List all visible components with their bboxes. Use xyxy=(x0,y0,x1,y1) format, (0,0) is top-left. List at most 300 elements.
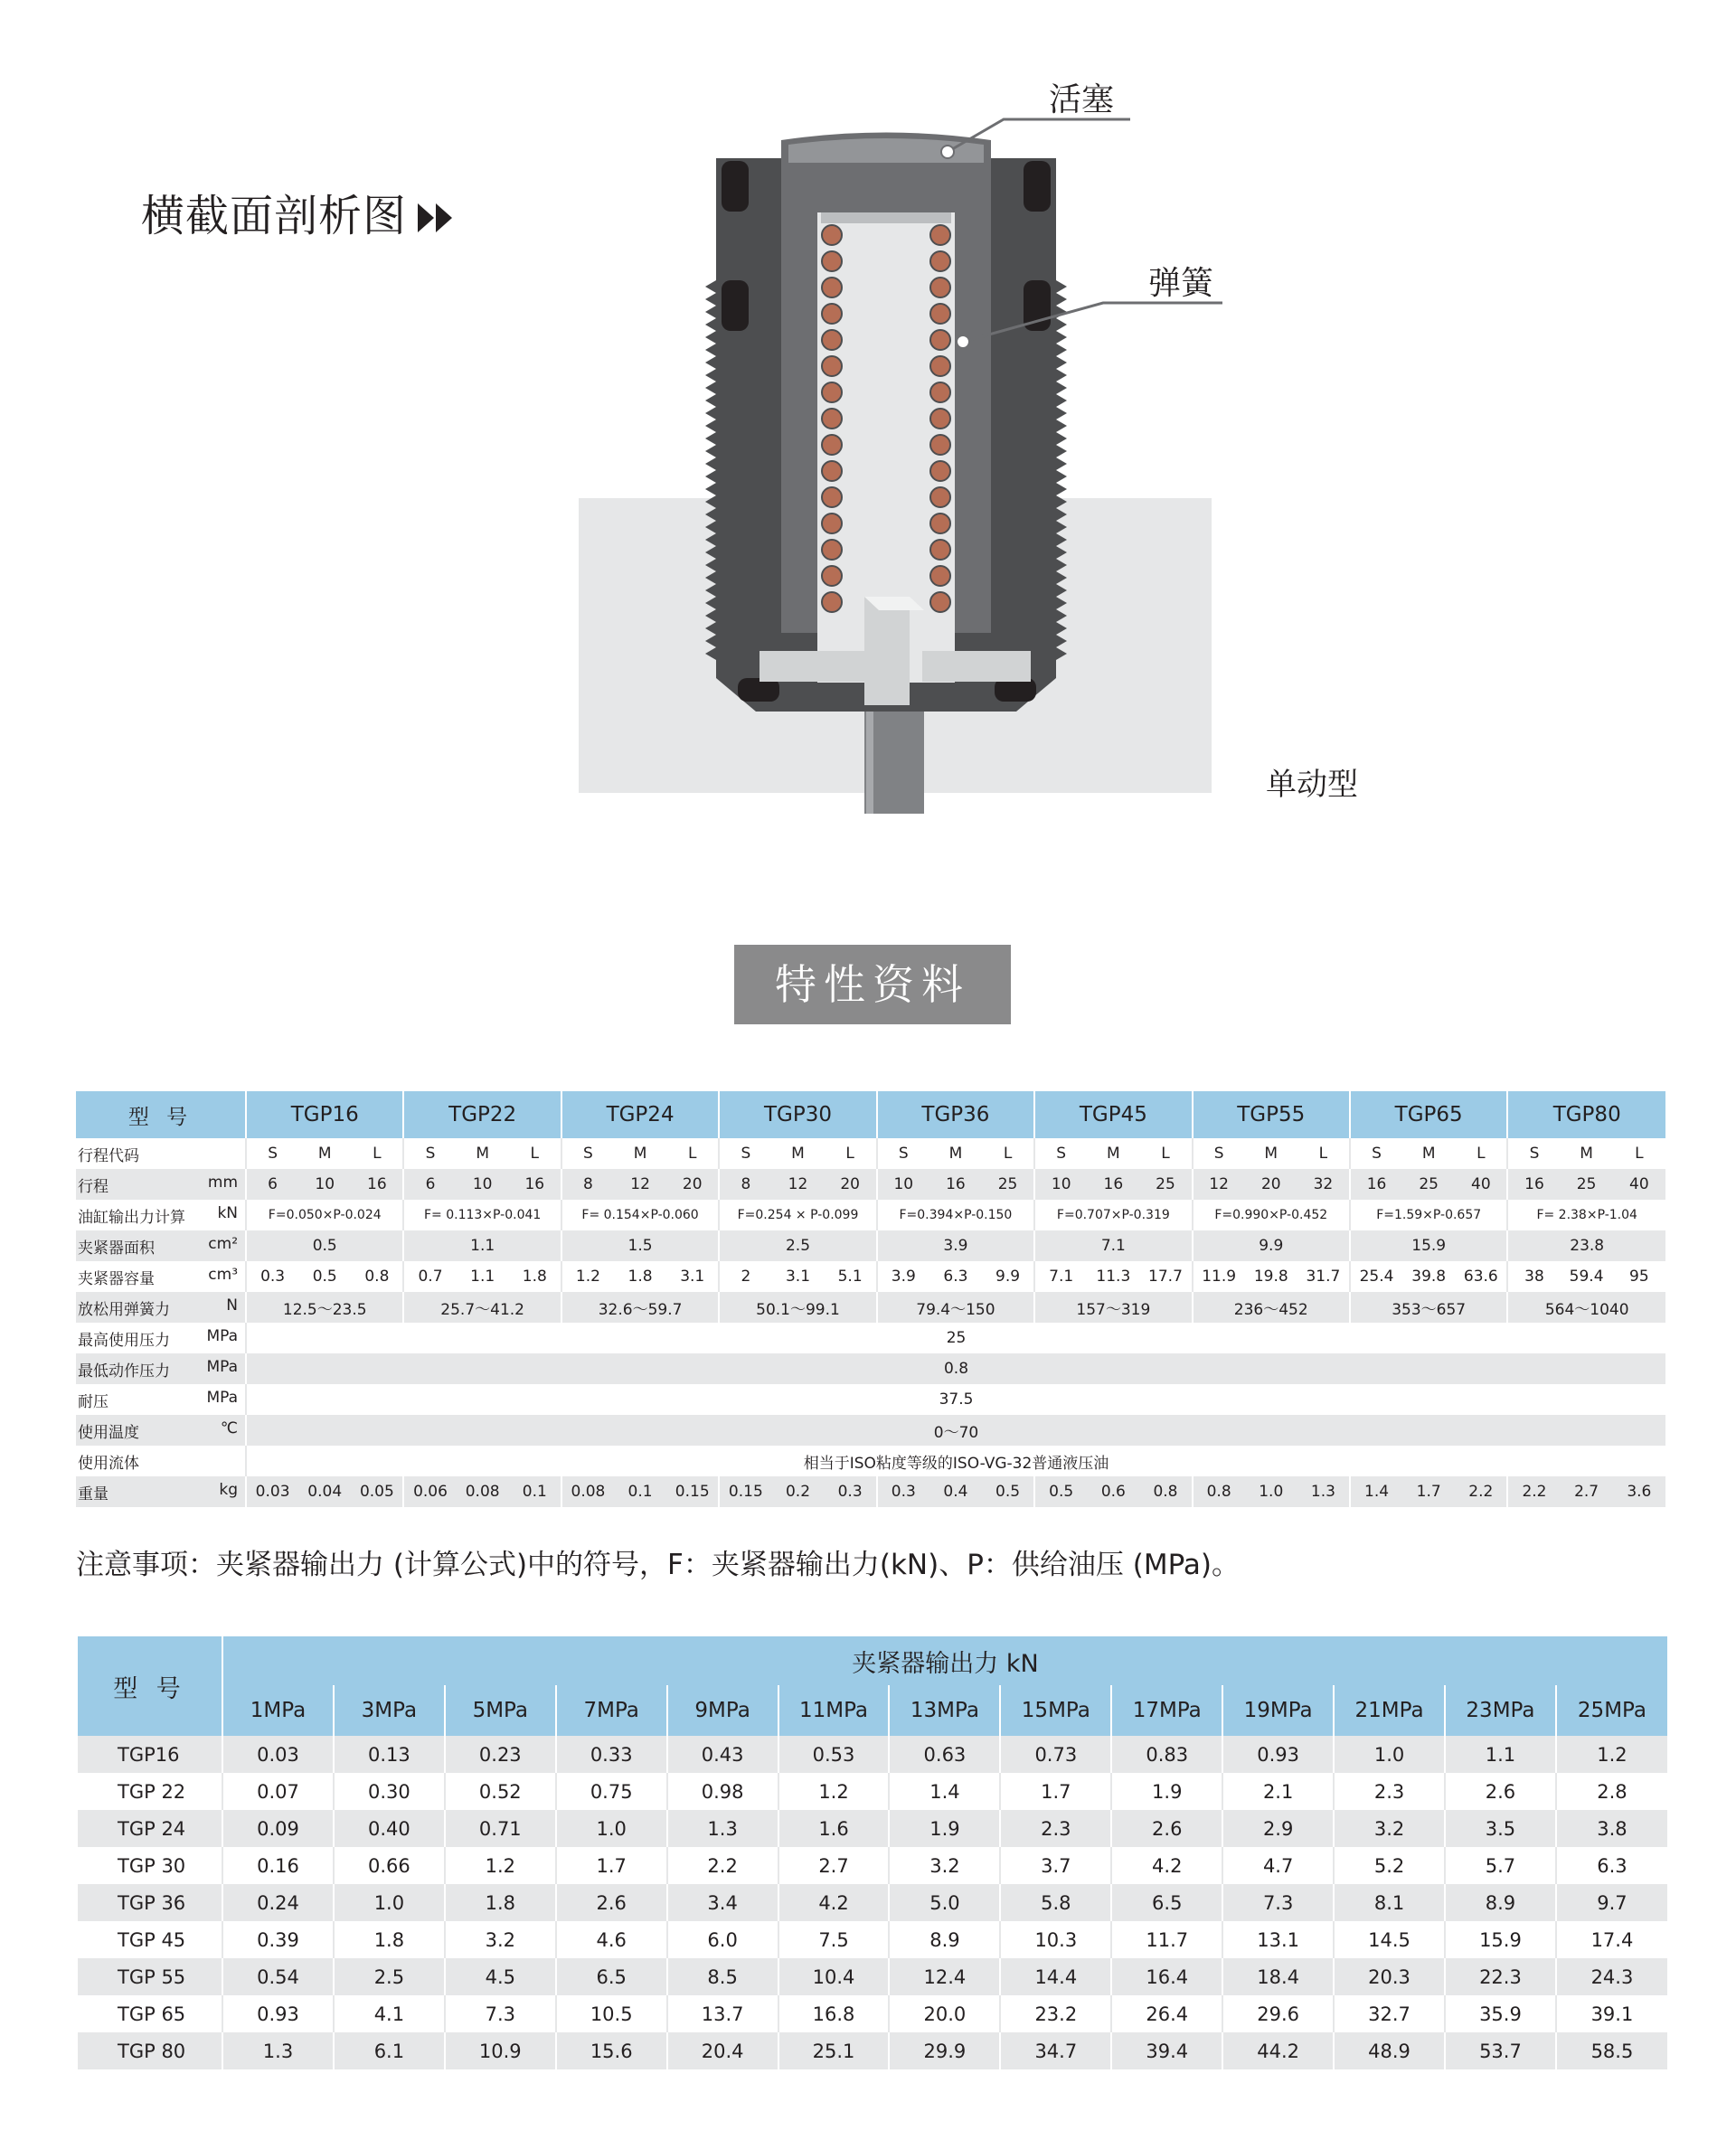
spec-cell: 10 xyxy=(298,1169,351,1200)
callout-spring: 弹簧 xyxy=(1148,265,1214,302)
spec-cell: 0.8 xyxy=(1193,1476,1245,1507)
force-value-cell: 1.1 xyxy=(1445,1736,1556,1773)
spec-cell: 16 xyxy=(929,1169,982,1200)
force-value-cell: 32.7 xyxy=(1334,1995,1445,2032)
spec-cell: M xyxy=(1245,1138,1297,1169)
force-value-cell: 1.7 xyxy=(556,1847,667,1884)
force-value-cell: 0.93 xyxy=(1222,1736,1334,1773)
spec-cell: 2.2 xyxy=(1455,1476,1507,1507)
force-value-cell: 34.7 xyxy=(1000,2032,1111,2069)
spec-cell: 12 xyxy=(771,1169,824,1200)
spec-row-label: 行程代码 xyxy=(76,1138,246,1169)
force-value-cell: 39.1 xyxy=(1556,1995,1667,2032)
force-value-cell: 5.2 xyxy=(1334,1847,1445,1884)
spec-cell: 10 xyxy=(457,1169,509,1200)
force-model-cell: TGP16 xyxy=(78,1736,222,1773)
force-model-cell: TGP 55 xyxy=(78,1958,222,1995)
spec-row-label: 使用流体 xyxy=(76,1446,246,1476)
spring-coil xyxy=(822,356,842,376)
spec-cell: S xyxy=(1034,1138,1087,1169)
spec-cell: S xyxy=(1193,1138,1245,1169)
spring-coil xyxy=(930,356,950,376)
force-value-cell: 7.3 xyxy=(445,1995,556,2032)
force-value-cell: 4.2 xyxy=(778,1884,890,1921)
spring-coil xyxy=(930,304,950,324)
spec-cell: 32 xyxy=(1297,1169,1350,1200)
spec-cell: 157～319 xyxy=(1034,1292,1192,1323)
spec-cell: M xyxy=(1561,1138,1613,1169)
spec-row-label: 行程 mm xyxy=(76,1169,246,1200)
spring-coil xyxy=(822,461,842,481)
spec-cell: 0.5 xyxy=(298,1261,351,1292)
spec-cell: 0.6 xyxy=(1087,1476,1139,1507)
force-value-cell: 6.1 xyxy=(334,2032,445,2069)
spec-cell: L xyxy=(1455,1138,1507,1169)
force-value-cell: 16.4 xyxy=(1111,1958,1222,1995)
spec-row-area xyxy=(76,1230,1665,1261)
force-value-cell: 26.4 xyxy=(1111,1995,1222,2032)
force-value-cell: 0.24 xyxy=(222,1884,334,1921)
cross-section-diagram xyxy=(579,54,1266,814)
seal-top-left xyxy=(722,161,749,212)
spec-row-label: 最高使用压力 MPa xyxy=(76,1323,246,1353)
spec-cell: 95 xyxy=(1613,1261,1665,1292)
force-value-cell: 2.5 xyxy=(334,1958,445,1995)
spec-model-cell: TGP55 xyxy=(1193,1091,1350,1138)
spec-row-stroke-code xyxy=(76,1138,1665,1169)
spec-cell: 39.8 xyxy=(1402,1261,1455,1292)
spec-cell: F=1.59×P-0.657 xyxy=(1350,1200,1507,1230)
spring-coil xyxy=(930,435,950,455)
force-value-cell: 20.0 xyxy=(889,1995,1000,2032)
force-value-cell: 8.9 xyxy=(1445,1884,1556,1921)
spec-cell: L xyxy=(509,1138,561,1169)
spec-cell: 63.6 xyxy=(1455,1261,1507,1292)
force-model-cell: TGP 36 xyxy=(78,1884,222,1921)
force-value-cell: 1.2 xyxy=(445,1847,556,1884)
spec-cell: 16 xyxy=(1087,1169,1139,1200)
spring-coil xyxy=(930,540,950,560)
diagram-title: 横截面剖析图 xyxy=(141,181,452,243)
spec-cell: 0.5 xyxy=(1034,1476,1087,1507)
force-value-cell: 10.3 xyxy=(1000,1921,1111,1958)
spec-cell: 37.5 xyxy=(246,1384,1665,1415)
spec-cell: 0.04 xyxy=(298,1476,351,1507)
force-value-cell: 0.93 xyxy=(222,1995,334,2032)
force-value-cell: 13.1 xyxy=(1222,1921,1334,1958)
spec-cell: 3.1 xyxy=(771,1261,824,1292)
spring-coil xyxy=(930,251,950,271)
force-value-cell: 10.4 xyxy=(778,1958,890,1995)
note-text: 注意事项：夹紧器输出力 (计算公式)中的符号，F：夹紧器输出力(kN)、P：供给油压 (MPa)。 xyxy=(76,1549,1240,1581)
force-value-cell: 8.9 xyxy=(889,1921,1000,1958)
spec-cell: 1.0 xyxy=(1245,1476,1297,1507)
force-model-cell: TGP 45 xyxy=(78,1921,222,1958)
force-value-cell: 3.2 xyxy=(445,1921,556,1958)
force-pressure-header: 3MPa xyxy=(334,1685,445,1736)
spec-cell: 0.06 xyxy=(403,1476,456,1507)
force-value-cell: 2.2 xyxy=(667,1847,778,1884)
spring-coil xyxy=(822,566,842,586)
spec-row-label: 夹紧器面积 cm² xyxy=(76,1230,246,1261)
force-header-row xyxy=(78,1636,1667,1685)
force-value-cell: 9.7 xyxy=(1556,1884,1667,1921)
force-value-cell: 0.73 xyxy=(1000,1736,1111,1773)
force-table-row xyxy=(78,1921,1667,1958)
force-value-cell: 0.54 xyxy=(222,1958,334,1995)
spring-coil xyxy=(822,225,842,245)
force-value-cell: 2.6 xyxy=(556,1884,667,1921)
force-value-cell: 29.9 xyxy=(889,2032,1000,2069)
force-model-cell: TGP 22 xyxy=(78,1773,222,1810)
force-value-cell: 1.7 xyxy=(1000,1773,1111,1810)
force-value-cell: 12.4 xyxy=(889,1958,1000,1995)
spec-cell: 5.1 xyxy=(825,1261,877,1292)
spec-cell: M xyxy=(1402,1138,1455,1169)
force-value-cell: 22.3 xyxy=(1445,1958,1556,1995)
spec-cell: 11.9 xyxy=(1193,1261,1245,1292)
force-value-cell: 23.2 xyxy=(1000,1995,1111,2032)
force-table-row xyxy=(78,1736,1667,1773)
force-value-cell: 0.75 xyxy=(556,1773,667,1810)
force-value-cell: 6.3 xyxy=(1556,1847,1667,1884)
force-value-cell: 8.1 xyxy=(1334,1884,1445,1921)
spec-cell: 7.1 xyxy=(1034,1261,1087,1292)
spec-cell: L xyxy=(825,1138,877,1169)
spec-row-label: 放松用弹簧力 N xyxy=(76,1292,246,1323)
spec-cell: F= 2.38×P-1.04 xyxy=(1507,1200,1665,1230)
spec-row-unit: MPa xyxy=(206,1388,239,1407)
spec-row-unit: kN xyxy=(217,1203,239,1222)
spec-cell: 20 xyxy=(825,1169,877,1200)
spring-coil xyxy=(930,487,950,507)
spec-cell: 1.5 xyxy=(561,1230,719,1261)
spec-cell: 3.6 xyxy=(1613,1476,1665,1507)
spec-row-temperature xyxy=(76,1415,1665,1446)
force-pressure-header: 1MPa xyxy=(222,1685,334,1736)
spec-cell: S xyxy=(1350,1138,1402,1169)
force-value-cell: 1.0 xyxy=(1334,1736,1445,1773)
force-value-cell: 7.5 xyxy=(778,1921,890,1958)
force-value-cell: 2.3 xyxy=(1334,1773,1445,1810)
seal-top-right xyxy=(1024,161,1051,212)
spec-cell: 0.3 xyxy=(246,1261,298,1292)
force-value-cell: 2.8 xyxy=(1556,1773,1667,1810)
spec-cell: 11.3 xyxy=(1087,1261,1139,1292)
spec-cell: M xyxy=(298,1138,351,1169)
spring-coil xyxy=(822,487,842,507)
force-value-cell: 4.5 xyxy=(445,1958,556,1995)
spec-cell: 16 xyxy=(1350,1169,1402,1200)
spec-cell: L xyxy=(1139,1138,1192,1169)
spec-cell: 0.15 xyxy=(719,1476,771,1507)
force-value-cell: 16.8 xyxy=(778,1995,890,2032)
force-value-cell: 7.3 xyxy=(1222,1884,1334,1921)
spec-cell: 1.1 xyxy=(457,1261,509,1292)
thread-left xyxy=(705,280,716,660)
callout-piston: 活塞 xyxy=(1049,81,1115,118)
spec-cell: 0.2 xyxy=(771,1476,824,1507)
force-value-cell: 4.1 xyxy=(334,1995,445,2032)
spec-row-label: 最低动作压力 MPa xyxy=(76,1353,246,1384)
force-value-cell: 4.6 xyxy=(556,1921,667,1958)
force-pressure-header: 23MPa xyxy=(1445,1685,1556,1736)
spring-coil xyxy=(930,382,950,402)
force-value-cell: 15.6 xyxy=(556,2032,667,2069)
force-value-cell: 0.66 xyxy=(334,1847,445,1884)
force-value-cell: 24.3 xyxy=(1556,1958,1667,1995)
spec-row-unit: cm³ xyxy=(208,1265,239,1284)
spec-cell: F=0.707×P-0.319 xyxy=(1034,1200,1192,1230)
force-value-cell: 8.5 xyxy=(667,1958,778,1995)
force-value-cell: 20.3 xyxy=(1334,1958,1445,1995)
spring-coil xyxy=(822,304,842,324)
spec-cell: 1.8 xyxy=(614,1261,666,1292)
spec-cell: F=0.990×P-0.452 xyxy=(1193,1200,1350,1230)
force-value-cell: 2.9 xyxy=(1222,1810,1334,1847)
type-label: 单动型 xyxy=(1266,767,1358,803)
spec-cell: 0.4 xyxy=(929,1476,982,1507)
force-value-cell: 1.4 xyxy=(889,1773,1000,1810)
force-value-cell: 0.33 xyxy=(556,1736,667,1773)
spec-cell: 0.05 xyxy=(351,1476,403,1507)
seal-mid-left xyxy=(722,280,749,331)
spec-cell: 0.3 xyxy=(825,1476,877,1507)
spec-cell: 32.6～59.7 xyxy=(561,1292,719,1323)
force-pressure-header: 15MPa xyxy=(1000,1685,1111,1736)
spec-cell: 3.9 xyxy=(877,1261,929,1292)
spring-coil xyxy=(930,566,950,586)
spec-cell: F=0.050×P-0.024 xyxy=(246,1200,403,1230)
force-value-cell: 3.2 xyxy=(889,1847,1000,1884)
force-value-cell: 10.9 xyxy=(445,2032,556,2069)
force-pressure-header: 9MPa xyxy=(667,1685,778,1736)
force-value-cell: 53.7 xyxy=(1445,2032,1556,2069)
spec-row-stroke xyxy=(76,1169,1665,1200)
spec-cell: 6.3 xyxy=(929,1261,982,1292)
force-pressure-header: 13MPa xyxy=(889,1685,1000,1736)
force-table-row xyxy=(78,1847,1667,1884)
force-pressure-header: 11MPa xyxy=(778,1685,890,1736)
spec-cell: 0.1 xyxy=(509,1476,561,1507)
spec-cell: 25.4 xyxy=(1350,1261,1402,1292)
force-pressure-header: 7MPa xyxy=(556,1685,667,1736)
spec-cell: M xyxy=(1087,1138,1139,1169)
force-value-cell: 0.52 xyxy=(445,1773,556,1810)
spec-row-proof-pressure xyxy=(76,1384,1665,1415)
spec-cell: L xyxy=(1297,1138,1350,1169)
spec-cell: 3.1 xyxy=(666,1261,719,1292)
force-table-row xyxy=(78,1884,1667,1921)
spec-cell: S xyxy=(246,1138,298,1169)
force-pressure-header: 25MPa xyxy=(1556,1685,1667,1736)
spec-row-unit: ℃ xyxy=(220,1419,239,1437)
force-value-cell: 0.63 xyxy=(889,1736,1000,1773)
spec-cell: 1.2 xyxy=(561,1261,614,1292)
force-value-cell: 4.7 xyxy=(1222,1847,1334,1884)
spring-coil xyxy=(930,278,950,297)
spec-cell: 0～70 xyxy=(246,1415,1665,1446)
force-value-cell: 0.39 xyxy=(222,1921,334,1958)
spec-model-header: 型 号 xyxy=(76,1091,246,1138)
force-value-cell: 35.9 xyxy=(1445,1995,1556,2032)
force-value-cell: 3.4 xyxy=(667,1884,778,1921)
force-value-cell: 3.5 xyxy=(1445,1810,1556,1847)
spec-cell: F= 0.113×P-0.041 xyxy=(403,1200,561,1230)
spec-row-label: 油缸输出力计算 kN xyxy=(76,1200,246,1230)
spec-row-capacity xyxy=(76,1261,1665,1292)
spring-coil xyxy=(930,514,950,533)
force-model-cell: TGP 65 xyxy=(78,1995,222,2032)
spec-cell: 0.8 xyxy=(1139,1476,1192,1507)
force-value-cell: 1.2 xyxy=(778,1773,890,1810)
spec-cell: 2.2 xyxy=(1507,1476,1560,1507)
spec-cell: 236～452 xyxy=(1193,1292,1350,1323)
spec-row-label: 重量 kg xyxy=(76,1476,246,1507)
force-value-cell: 5.0 xyxy=(889,1884,1000,1921)
force-value-cell: 39.4 xyxy=(1111,2032,1222,2069)
spec-model-cell: TGP45 xyxy=(1034,1091,1192,1138)
spec-cell: 2.5 xyxy=(719,1230,876,1261)
force-pressure-header: 5MPa xyxy=(445,1685,556,1736)
force-table-row xyxy=(78,1810,1667,1847)
spec-model-cell: TGP80 xyxy=(1507,1091,1665,1138)
spring-left xyxy=(822,225,842,612)
force-value-cell: 2.3 xyxy=(1000,1810,1111,1847)
spring-coil xyxy=(930,461,950,481)
spring-coil xyxy=(822,514,842,533)
spec-cell: 25 xyxy=(1561,1169,1613,1200)
spec-model-cell: TGP36 xyxy=(877,1091,1034,1138)
spec-cell: S xyxy=(561,1138,614,1169)
spec-row-unit: kg xyxy=(219,1480,239,1499)
spring-right xyxy=(930,225,950,612)
center-rod xyxy=(864,597,910,705)
force-value-cell: 5.8 xyxy=(1000,1884,1111,1921)
spec-cell: 0.3 xyxy=(877,1476,929,1507)
spec-header-row xyxy=(76,1091,1665,1138)
force-value-cell: 3.2 xyxy=(1334,1810,1445,1847)
force-value-cell: 0.23 xyxy=(445,1736,556,1773)
force-pressure-header: 21MPa xyxy=(1334,1685,1445,1736)
spec-row-min-pressure xyxy=(76,1353,1665,1384)
section-banner: 特性资料 xyxy=(734,945,1011,1024)
force-value-cell: 0.43 xyxy=(667,1736,778,1773)
force-table xyxy=(78,1636,1667,2069)
force-value-cell: 0.71 xyxy=(445,1810,556,1847)
spec-cell: L xyxy=(351,1138,403,1169)
force-value-cell: 10.5 xyxy=(556,1995,667,2032)
spec-cell: 17.7 xyxy=(1139,1261,1192,1292)
spec-cell: 1.7 xyxy=(1402,1476,1455,1507)
spec-cell: M xyxy=(457,1138,509,1169)
force-value-cell: 1.9 xyxy=(1111,1773,1222,1810)
spec-row-weight xyxy=(76,1476,1665,1507)
force-model-cell: TGP 24 xyxy=(78,1810,222,1847)
spec-cell: 353～657 xyxy=(1350,1292,1507,1323)
force-model-cell: TGP 80 xyxy=(78,2032,222,2069)
spec-row-unit: N xyxy=(226,1296,239,1315)
force-value-cell: 0.13 xyxy=(334,1736,445,1773)
spec-cell: F= 0.154×P-0.060 xyxy=(561,1200,719,1230)
spec-cell: F=0.394×P-0.150 xyxy=(877,1200,1034,1230)
spec-table xyxy=(76,1091,1665,1507)
spec-row-max-pressure xyxy=(76,1323,1665,1353)
spec-cell: 16 xyxy=(509,1169,561,1200)
force-value-cell: 1.3 xyxy=(222,2032,334,2069)
spec-row-label: 耐压 MPa xyxy=(76,1384,246,1415)
spec-model-cell: TGP16 xyxy=(246,1091,403,1138)
spec-cell: 3.9 xyxy=(877,1230,1034,1261)
force-table-row xyxy=(78,1958,1667,1995)
force-value-cell: 0.53 xyxy=(778,1736,890,1773)
force-value-cell: 0.03 xyxy=(222,1736,334,1773)
spring-coil xyxy=(930,592,950,612)
force-value-cell: 13.7 xyxy=(667,1995,778,2032)
force-table-row xyxy=(78,2032,1667,2069)
force-value-cell: 3.7 xyxy=(1000,1847,1111,1884)
spec-cell: L xyxy=(666,1138,719,1169)
spec-cell: 25 xyxy=(1139,1169,1192,1200)
spec-model-cell: TGP30 xyxy=(719,1091,876,1138)
force-table-row xyxy=(78,1773,1667,1810)
spec-cell: 31.7 xyxy=(1297,1261,1350,1292)
spec-cell: 9.9 xyxy=(1193,1230,1350,1261)
force-value-cell: 0.07 xyxy=(222,1773,334,1810)
spec-cell: 12.5～23.5 xyxy=(246,1292,403,1323)
spec-cell: 2 xyxy=(719,1261,771,1292)
spec-model-cell: TGP24 xyxy=(561,1091,719,1138)
force-value-cell: 11.7 xyxy=(1111,1921,1222,1958)
spec-cell: 0.15 xyxy=(666,1476,719,1507)
spec-row-unit: MPa xyxy=(206,1357,239,1376)
force-value-cell: 15.9 xyxy=(1445,1921,1556,1958)
spec-cell: F=0.254 × P-0.099 xyxy=(719,1200,876,1230)
spec-cell: 6 xyxy=(246,1169,298,1200)
spec-cell: S xyxy=(1507,1138,1560,1169)
force-value-cell: 2.7 xyxy=(778,1847,890,1884)
spec-cell: M xyxy=(771,1138,824,1169)
spec-cell: S xyxy=(719,1138,771,1169)
spec-row-spring-force xyxy=(76,1292,1665,1323)
force-value-cell: 29.6 xyxy=(1222,1995,1334,2032)
spec-cell: 564～1040 xyxy=(1507,1292,1665,1323)
spec-cell: 0.8 xyxy=(246,1353,1665,1384)
force-value-cell: 5.7 xyxy=(1445,1847,1556,1884)
force-value-cell: 4.2 xyxy=(1111,1847,1222,1884)
force-value-cell: 44.2 xyxy=(1222,2032,1334,2069)
spec-cell: 1.1 xyxy=(403,1230,561,1261)
spec-cell: 8 xyxy=(719,1169,771,1200)
spec-cell: 0.1 xyxy=(614,1476,666,1507)
arrow-right-icon xyxy=(436,203,452,232)
force-value-cell: 20.4 xyxy=(667,2032,778,2069)
spec-cell: 38 xyxy=(1507,1261,1560,1292)
spec-cell: 6 xyxy=(403,1169,456,1200)
spec-model-cell: TGP65 xyxy=(1350,1091,1507,1138)
force-value-cell: 6.5 xyxy=(1111,1884,1222,1921)
force-value-cell: 25.1 xyxy=(778,2032,890,2069)
spring-coil xyxy=(822,251,842,271)
spec-cell: 7.1 xyxy=(1034,1230,1192,1261)
spec-cell: 1.3 xyxy=(1297,1476,1350,1507)
spec-cell: 0.5 xyxy=(246,1230,403,1261)
force-value-cell: 14.4 xyxy=(1000,1958,1111,1995)
spec-cell: L xyxy=(982,1138,1034,1169)
force-value-cell: 2.1 xyxy=(1222,1773,1334,1810)
force-model-cell: TGP 30 xyxy=(78,1847,222,1884)
spec-cell: 59.4 xyxy=(1561,1261,1613,1292)
